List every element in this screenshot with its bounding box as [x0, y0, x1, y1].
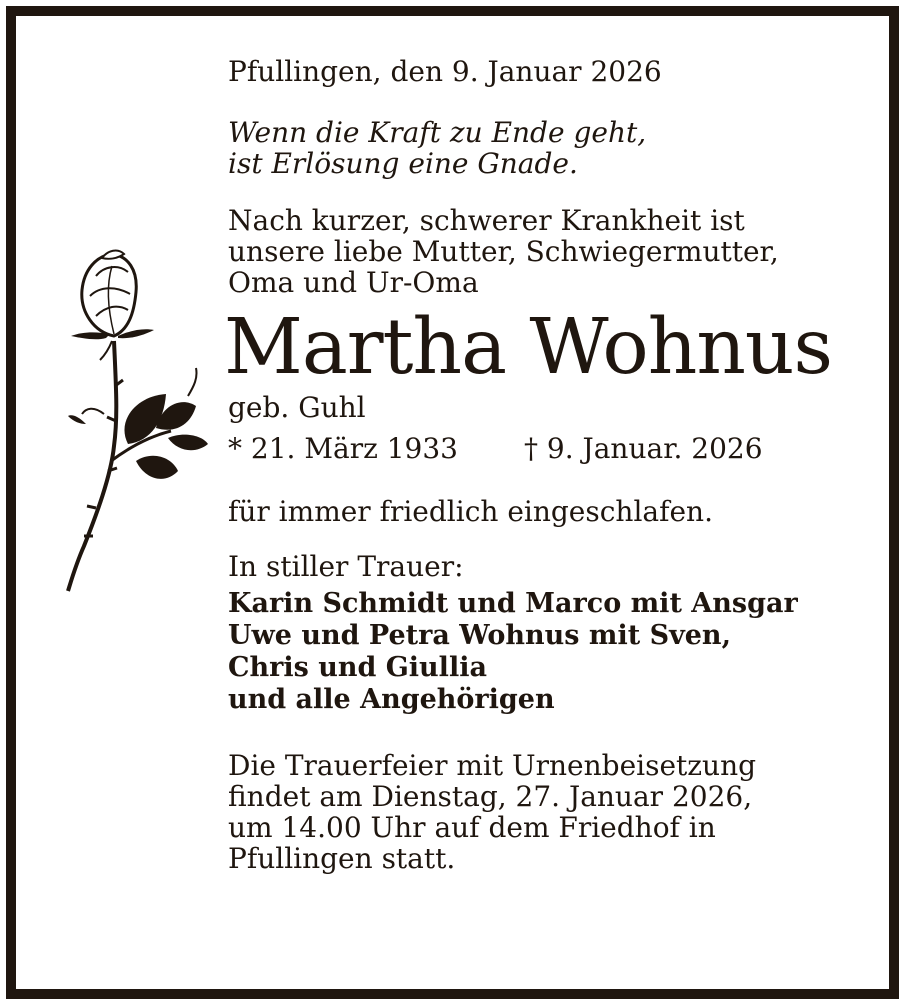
death-date: † 9. Januar. 2026: [524, 432, 763, 465]
intro-line: Nach kurzer, schwerer Krankheit ist: [228, 204, 745, 237]
mourning-label: In stiller Trauer:: [228, 550, 464, 583]
intro-line: unsere liebe Mutter, Schwiegermutter,: [228, 235, 779, 268]
ceremony-line: um 14.00 Uhr auf dem Friedhof in: [228, 811, 716, 844]
family-line: Chris und Giullia: [228, 652, 487, 683]
family-line: und alle Angehörigen: [228, 684, 555, 715]
birth-date: * 21. März 1933: [228, 432, 458, 465]
obituary-text: [224, 55, 868, 875]
family-line: Karin Schmidt und Marco mit Ansgar: [228, 588, 798, 619]
quote-line: ist Erlösung eine Gnade.: [228, 147, 578, 180]
rose-icon: [56, 246, 216, 596]
family-list: [228, 588, 868, 716]
quote-line: Wenn die Kraft zu Ende geht,: [228, 116, 647, 149]
ceremony-line: findet am Dienstag, 27. Januar 2026,: [228, 780, 753, 813]
deceased-name: Martha Wohnus: [224, 303, 833, 392]
intro-text: [228, 205, 868, 298]
ceremony-line: Pfullingen statt.: [228, 842, 456, 875]
quote: [228, 117, 868, 179]
life-dates: [228, 433, 868, 464]
place-date: Pfullingen, den 9. Januar 2026: [228, 55, 662, 88]
family-line: Uwe und Petra Wohnus mit Sven,: [228, 620, 731, 651]
closing-text: für immer friedlich eingeschlafen.: [228, 495, 713, 528]
intro-line: Oma und Ur-Oma: [228, 266, 479, 299]
obituary-frame: [6, 6, 899, 999]
ceremony-line: Die Trauerfeier mit Urnenbeisetzung: [228, 749, 757, 782]
maiden-name: geb. Guhl: [228, 391, 366, 424]
ceremony-info: [228, 750, 868, 874]
